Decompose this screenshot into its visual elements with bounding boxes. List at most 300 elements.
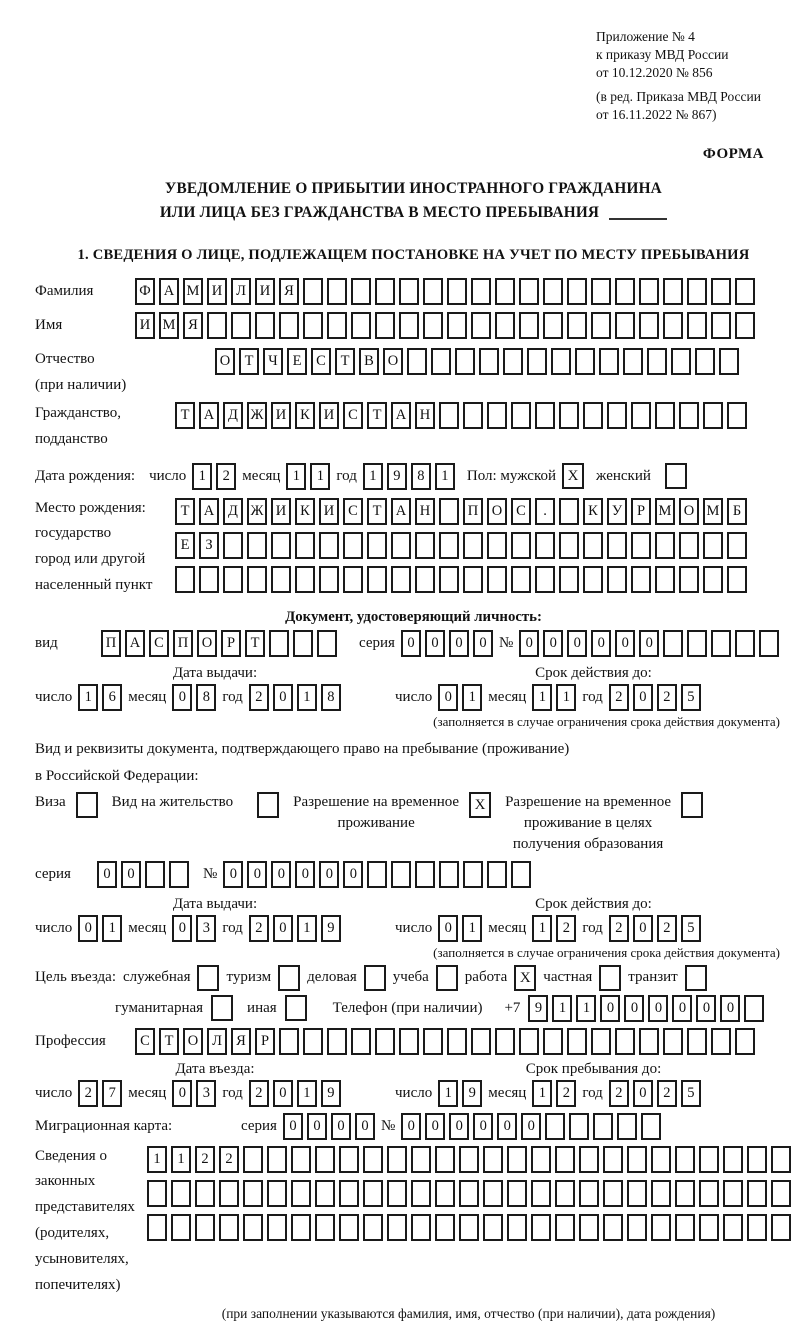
char-box[interactable]: 0 [97, 861, 117, 888]
char-box[interactable]: 1 [192, 463, 212, 490]
char-box[interactable] [303, 1028, 323, 1055]
char-box[interactable]: 0 [172, 1080, 192, 1107]
char-box[interactable] [735, 278, 755, 305]
char-box[interactable] [719, 348, 739, 375]
char-box[interactable] [727, 402, 747, 429]
char-box[interactable] [687, 312, 707, 339]
char-box[interactable] [327, 312, 347, 339]
char-box[interactable] [675, 1146, 695, 1173]
char-box[interactable] [423, 278, 443, 305]
char-box[interactable] [343, 532, 363, 559]
char-box[interactable] [567, 312, 587, 339]
char-box[interactable]: 0 [449, 630, 469, 657]
char-box[interactable] [535, 566, 555, 593]
char-box[interactable] [471, 278, 491, 305]
char-box[interactable]: 0 [672, 995, 692, 1022]
char-box[interactable]: 1 [310, 463, 330, 490]
char-box[interactable] [319, 532, 339, 559]
char-box[interactable] [459, 1214, 479, 1241]
char-box[interactable] [655, 402, 675, 429]
char-box[interactable] [319, 566, 339, 593]
char-box[interactable] [471, 312, 491, 339]
char-box[interactable] [639, 278, 659, 305]
char-box[interactable]: 2 [657, 1080, 677, 1107]
char-box[interactable]: 2 [657, 915, 677, 942]
char-box[interactable] [367, 861, 387, 888]
char-box[interactable] [627, 1146, 647, 1173]
char-box[interactable] [483, 1146, 503, 1173]
char-box[interactable] [703, 402, 723, 429]
char-box[interactable] [679, 566, 699, 593]
char-box[interactable]: 2 [249, 1080, 269, 1107]
residence-permit-checkbox[interactable] [257, 792, 279, 818]
char-box[interactable]: 1 [147, 1146, 167, 1173]
char-box[interactable] [575, 348, 595, 375]
char-box[interactable] [207, 312, 227, 339]
char-box[interactable] [555, 1180, 575, 1207]
char-box[interactable]: 0 [473, 630, 493, 657]
char-box[interactable] [507, 1180, 527, 1207]
char-box[interactable] [771, 1214, 791, 1241]
char-box[interactable]: 0 [425, 630, 445, 657]
char-box[interactable]: Т [367, 498, 387, 525]
char-box[interactable] [343, 566, 363, 593]
char-box[interactable] [663, 278, 683, 305]
char-box[interactable] [463, 532, 483, 559]
char-box[interactable]: 0 [438, 684, 458, 711]
char-box[interactable] [479, 348, 499, 375]
char-box[interactable]: Т [335, 348, 355, 375]
char-box[interactable] [723, 1146, 743, 1173]
char-box[interactable] [543, 278, 563, 305]
char-box[interactable] [195, 1180, 215, 1207]
char-box[interactable] [567, 1028, 587, 1055]
char-box[interactable] [223, 532, 243, 559]
char-box[interactable]: И [271, 498, 291, 525]
char-box[interactable] [559, 498, 579, 525]
char-box[interactable]: 0 [519, 630, 539, 657]
char-box[interactable] [279, 1028, 299, 1055]
char-box[interactable] [455, 348, 475, 375]
char-box[interactable] [531, 1214, 551, 1241]
char-box[interactable] [579, 1180, 599, 1207]
purpose-other-checkbox[interactable] [285, 995, 307, 1021]
char-box[interactable]: А [125, 630, 145, 657]
char-box[interactable] [351, 312, 371, 339]
char-box[interactable]: 1 [462, 915, 482, 942]
char-box[interactable] [647, 348, 667, 375]
char-box[interactable] [535, 402, 555, 429]
char-box[interactable]: А [391, 402, 411, 429]
char-box[interactable]: Т [159, 1028, 179, 1055]
char-box[interactable] [519, 1028, 539, 1055]
char-box[interactable] [243, 1180, 263, 1207]
char-box[interactable] [295, 566, 315, 593]
char-box[interactable]: Б [727, 498, 747, 525]
char-box[interactable] [679, 532, 699, 559]
purpose-tourism-checkbox[interactable] [278, 965, 300, 991]
char-box[interactable] [387, 1146, 407, 1173]
char-box[interactable]: Р [221, 630, 241, 657]
char-box[interactable]: 1 [462, 684, 482, 711]
char-box[interactable] [607, 532, 627, 559]
char-box[interactable] [317, 630, 337, 657]
char-box[interactable]: 0 [633, 1080, 653, 1107]
char-box[interactable] [439, 532, 459, 559]
char-box[interactable]: 0 [172, 684, 192, 711]
char-box[interactable] [747, 1214, 767, 1241]
char-box[interactable]: 0 [567, 630, 587, 657]
char-box[interactable] [699, 1214, 719, 1241]
char-box[interactable]: 1 [171, 1146, 191, 1173]
char-box[interactable] [747, 1180, 767, 1207]
char-box[interactable] [415, 566, 435, 593]
char-box[interactable]: Н [415, 498, 435, 525]
char-box[interactable] [339, 1180, 359, 1207]
char-box[interactable] [627, 1180, 647, 1207]
char-box[interactable]: Л [207, 1028, 227, 1055]
char-box[interactable]: Я [279, 278, 299, 305]
char-box[interactable] [687, 630, 707, 657]
char-box[interactable] [759, 630, 779, 657]
char-box[interactable]: А [391, 498, 411, 525]
char-box[interactable] [723, 1180, 743, 1207]
char-box[interactable] [367, 566, 387, 593]
char-box[interactable] [293, 630, 313, 657]
char-box[interactable] [439, 861, 459, 888]
char-box[interactable]: Т [175, 498, 195, 525]
char-box[interactable] [583, 532, 603, 559]
char-box[interactable]: О [183, 1028, 203, 1055]
char-box[interactable] [363, 1180, 383, 1207]
char-box[interactable] [631, 402, 651, 429]
char-box[interactable] [219, 1214, 239, 1241]
char-box[interactable] [545, 1113, 565, 1140]
char-box[interactable] [375, 312, 395, 339]
char-box[interactable]: 8 [196, 684, 216, 711]
char-box[interactable]: К [583, 498, 603, 525]
char-box[interactable]: Я [183, 312, 203, 339]
char-box[interactable] [631, 532, 651, 559]
char-box[interactable] [531, 1180, 551, 1207]
char-box[interactable]: С [343, 402, 363, 429]
char-box[interactable]: 1 [552, 995, 572, 1022]
char-box[interactable]: 1 [297, 1080, 317, 1107]
char-box[interactable] [555, 1214, 575, 1241]
char-box[interactable]: С [135, 1028, 155, 1055]
char-box[interactable] [699, 1146, 719, 1173]
char-box[interactable] [583, 566, 603, 593]
char-box[interactable] [699, 1180, 719, 1207]
char-box[interactable] [617, 1113, 637, 1140]
char-box[interactable]: И [135, 312, 155, 339]
char-box[interactable]: С [311, 348, 331, 375]
char-box[interactable] [223, 566, 243, 593]
char-box[interactable] [351, 278, 371, 305]
char-box[interactable] [487, 402, 507, 429]
char-box[interactable] [607, 402, 627, 429]
char-box[interactable]: Р [631, 498, 651, 525]
char-box[interactable] [435, 1180, 455, 1207]
char-box[interactable] [559, 566, 579, 593]
char-box[interactable] [655, 532, 675, 559]
char-box[interactable] [519, 312, 539, 339]
char-box[interactable]: З [199, 532, 219, 559]
purpose-humanitarian-checkbox[interactable] [211, 995, 233, 1021]
char-box[interactable] [391, 532, 411, 559]
char-box[interactable]: 5 [681, 684, 701, 711]
char-box[interactable]: 1 [435, 463, 455, 490]
char-box[interactable] [579, 1146, 599, 1173]
char-box[interactable] [651, 1146, 671, 1173]
char-box[interactable]: 0 [497, 1113, 517, 1140]
char-box[interactable] [463, 566, 483, 593]
char-box[interactable]: 0 [438, 915, 458, 942]
char-box[interactable]: 0 [121, 861, 141, 888]
char-box[interactable]: 3 [196, 915, 216, 942]
char-box[interactable]: . [535, 498, 555, 525]
char-box[interactable]: К [295, 402, 315, 429]
char-box[interactable] [391, 861, 411, 888]
char-box[interactable] [531, 1146, 551, 1173]
char-box[interactable] [195, 1214, 215, 1241]
char-box[interactable] [639, 312, 659, 339]
char-box[interactable]: 1 [297, 684, 317, 711]
char-box[interactable] [727, 532, 747, 559]
char-box[interactable] [231, 312, 251, 339]
char-box[interactable] [303, 312, 323, 339]
char-box[interactable]: 0 [271, 861, 291, 888]
char-box[interactable]: 8 [411, 463, 431, 490]
char-box[interactable]: А [199, 402, 219, 429]
char-box[interactable] [507, 1214, 527, 1241]
char-box[interactable]: 0 [543, 630, 563, 657]
sex-male-checkbox[interactable]: X [562, 463, 584, 489]
char-box[interactable]: М [655, 498, 675, 525]
char-box[interactable]: 0 [343, 861, 363, 888]
char-box[interactable] [363, 1146, 383, 1173]
char-box[interactable]: 0 [600, 995, 620, 1022]
char-box[interactable] [651, 1214, 671, 1241]
char-box[interactable] [519, 278, 539, 305]
char-box[interactable]: 1 [363, 463, 383, 490]
char-box[interactable] [641, 1113, 661, 1140]
char-box[interactable]: 0 [615, 630, 635, 657]
char-box[interactable]: 2 [609, 1080, 629, 1107]
char-box[interactable] [255, 312, 275, 339]
purpose-study-checkbox[interactable] [436, 965, 458, 991]
char-box[interactable] [439, 402, 459, 429]
char-box[interactable] [651, 1180, 671, 1207]
char-box[interactable]: К [295, 498, 315, 525]
char-box[interactable]: Т [245, 630, 265, 657]
char-box[interactable] [375, 278, 395, 305]
sex-female-checkbox[interactable] [665, 463, 687, 489]
char-box[interactable] [543, 1028, 563, 1055]
char-box[interactable]: И [207, 278, 227, 305]
char-box[interactable] [495, 312, 515, 339]
char-box[interactable] [483, 1180, 503, 1207]
char-box[interactable]: 0 [633, 915, 653, 942]
char-box[interactable]: 0 [355, 1113, 375, 1140]
purpose-work-checkbox[interactable]: X [514, 965, 536, 991]
char-box[interactable] [723, 1214, 743, 1241]
char-box[interactable] [655, 566, 675, 593]
char-box[interactable] [363, 1214, 383, 1241]
char-box[interactable] [267, 1180, 287, 1207]
char-box[interactable] [407, 348, 427, 375]
char-box[interactable]: 0 [223, 861, 243, 888]
char-box[interactable]: А [199, 498, 219, 525]
char-box[interactable]: 0 [78, 915, 98, 942]
char-box[interactable] [711, 1028, 731, 1055]
char-box[interactable] [327, 1028, 347, 1055]
char-box[interactable] [603, 1146, 623, 1173]
purpose-official-checkbox[interactable] [197, 965, 219, 991]
char-box[interactable] [503, 348, 523, 375]
char-box[interactable] [599, 348, 619, 375]
char-box[interactable] [471, 1028, 491, 1055]
char-box[interactable]: 0 [401, 630, 421, 657]
char-box[interactable]: Ж [247, 498, 267, 525]
char-box[interactable] [291, 1214, 311, 1241]
char-box[interactable] [169, 861, 189, 888]
char-box[interactable]: 0 [720, 995, 740, 1022]
char-box[interactable] [703, 532, 723, 559]
char-box[interactable]: С [511, 498, 531, 525]
char-box[interactable]: А [159, 278, 179, 305]
char-box[interactable] [303, 278, 323, 305]
char-box[interactable] [431, 348, 451, 375]
char-box[interactable] [747, 1146, 767, 1173]
char-box[interactable]: 0 [521, 1113, 541, 1140]
char-box[interactable] [219, 1180, 239, 1207]
char-box[interactable] [399, 1028, 419, 1055]
char-box[interactable]: 1 [438, 1080, 458, 1107]
char-box[interactable] [423, 1028, 443, 1055]
char-box[interactable] [447, 312, 467, 339]
char-box[interactable]: 0 [307, 1113, 327, 1140]
char-box[interactable] [267, 1214, 287, 1241]
char-box[interactable]: 1 [286, 463, 306, 490]
char-box[interactable]: 0 [473, 1113, 493, 1140]
char-box[interactable] [687, 1028, 707, 1055]
char-box[interactable] [247, 566, 267, 593]
char-box[interactable]: 2 [657, 684, 677, 711]
char-box[interactable]: 0 [648, 995, 668, 1022]
char-box[interactable]: 0 [624, 995, 644, 1022]
char-box[interactable]: И [319, 498, 339, 525]
char-box[interactable] [559, 402, 579, 429]
char-box[interactable]: Д [223, 498, 243, 525]
char-box[interactable]: 6 [102, 684, 122, 711]
char-box[interactable] [687, 278, 707, 305]
char-box[interactable]: И [319, 402, 339, 429]
char-box[interactable] [367, 532, 387, 559]
char-box[interactable]: 0 [449, 1113, 469, 1140]
char-box[interactable] [315, 1214, 335, 1241]
char-box[interactable] [711, 312, 731, 339]
char-box[interactable]: 9 [462, 1080, 482, 1107]
char-box[interactable] [535, 532, 555, 559]
char-box[interactable]: Т [175, 402, 195, 429]
char-box[interactable] [615, 278, 635, 305]
char-box[interactable]: Ч [263, 348, 283, 375]
char-box[interactable] [583, 402, 603, 429]
char-box[interactable] [603, 1180, 623, 1207]
char-box[interactable]: М [183, 278, 203, 305]
char-box[interactable] [411, 1180, 431, 1207]
char-box[interactable] [315, 1180, 335, 1207]
char-box[interactable]: 7 [102, 1080, 122, 1107]
char-box[interactable]: 2 [216, 463, 236, 490]
char-box[interactable] [247, 532, 267, 559]
char-box[interactable] [199, 566, 219, 593]
char-box[interactable]: О [487, 498, 507, 525]
char-box[interactable] [675, 1180, 695, 1207]
char-box[interactable] [727, 566, 747, 593]
char-box[interactable] [339, 1214, 359, 1241]
char-box[interactable]: 0 [273, 684, 293, 711]
purpose-private-checkbox[interactable] [599, 965, 621, 991]
char-box[interactable] [543, 312, 563, 339]
char-box[interactable] [271, 566, 291, 593]
char-box[interactable] [411, 1146, 431, 1173]
char-box[interactable]: 0 [696, 995, 716, 1022]
char-box[interactable]: С [343, 498, 363, 525]
char-box[interactable] [459, 1180, 479, 1207]
char-box[interactable] [744, 995, 764, 1022]
char-box[interactable]: 0 [295, 861, 315, 888]
char-box[interactable] [415, 861, 435, 888]
char-box[interactable] [495, 1028, 515, 1055]
char-box[interactable] [435, 1214, 455, 1241]
char-box[interactable] [679, 402, 699, 429]
char-box[interactable] [487, 532, 507, 559]
char-box[interactable]: Р [255, 1028, 275, 1055]
temp-permit-checkbox[interactable]: X [469, 792, 491, 818]
char-box[interactable]: 2 [556, 915, 576, 942]
char-box[interactable]: 9 [387, 463, 407, 490]
purpose-business-checkbox[interactable] [364, 965, 386, 991]
char-box[interactable] [269, 630, 289, 657]
char-box[interactable]: 0 [331, 1113, 351, 1140]
char-box[interactable]: И [255, 278, 275, 305]
char-box[interactable]: 1 [556, 684, 576, 711]
char-box[interactable] [631, 566, 651, 593]
char-box[interactable] [315, 1146, 335, 1173]
char-box[interactable]: 1 [102, 915, 122, 942]
char-box[interactable] [615, 312, 635, 339]
char-box[interactable]: 1 [532, 915, 552, 942]
char-box[interactable] [703, 566, 723, 593]
purpose-transit-checkbox[interactable] [685, 965, 707, 991]
char-box[interactable] [327, 278, 347, 305]
char-box[interactable]: 1 [532, 1080, 552, 1107]
char-box[interactable]: О [197, 630, 217, 657]
char-box[interactable] [671, 348, 691, 375]
char-box[interactable] [507, 1146, 527, 1173]
char-box[interactable] [711, 278, 731, 305]
char-box[interactable] [551, 348, 571, 375]
char-box[interactable]: 0 [401, 1113, 421, 1140]
char-box[interactable]: С [149, 630, 169, 657]
char-box[interactable] [147, 1180, 167, 1207]
char-box[interactable] [171, 1214, 191, 1241]
char-box[interactable] [495, 278, 515, 305]
char-box[interactable] [243, 1214, 263, 1241]
char-box[interactable]: 5 [681, 1080, 701, 1107]
